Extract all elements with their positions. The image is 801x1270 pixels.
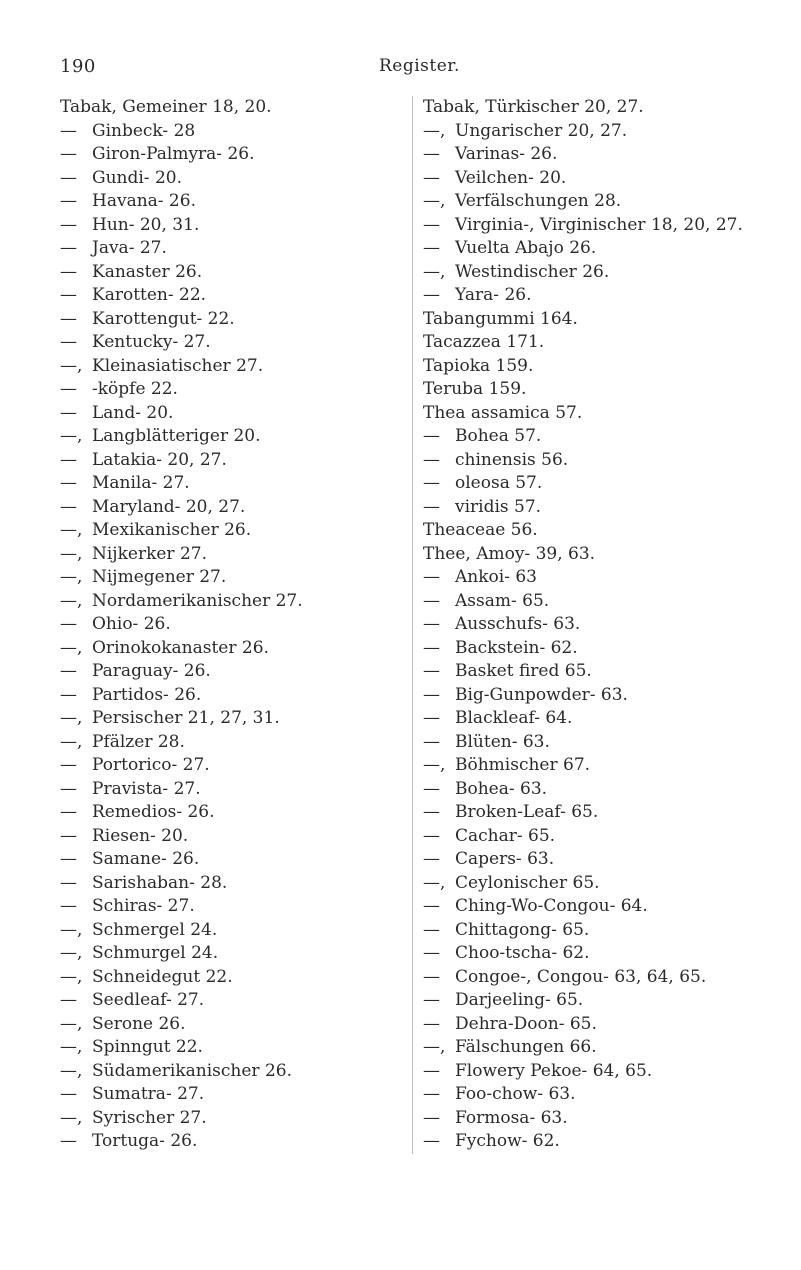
index-entry — [423, 214, 801, 238]
repeat-dash: — — [423, 496, 440, 517]
index-entry-text: Syrischer 27. — [92, 1107, 207, 1128]
index-entry-text: Tacazzea 171. — [423, 332, 545, 352]
index-entry-text: Varinas- 26. — [455, 144, 558, 164]
repeat-dash: — — [423, 731, 440, 752]
index-entry — [60, 331, 405, 355]
index-entry — [423, 543, 801, 567]
repeat-dash: — — [423, 144, 440, 164]
repeat-dash: — — [60, 496, 77, 517]
repeat-dash: — — [60, 167, 77, 188]
index-column-right — [412, 96, 801, 1154]
repeat-dash: —, — [60, 355, 83, 376]
index-entry-text: Ohio- 26. — [92, 614, 171, 634]
index-entry — [60, 731, 405, 755]
repeat-dash: — — [60, 261, 77, 282]
index-entry — [423, 308, 801, 332]
repeat-dash: — — [423, 661, 440, 681]
index-entry-text: Hun- 20, 31. — [92, 214, 200, 235]
repeat-dash: — — [60, 402, 77, 423]
repeat-dash: — — [423, 896, 440, 916]
index-entry-text: Langblätteriger 20. — [92, 426, 261, 446]
index-entry — [423, 684, 801, 708]
index-entry — [60, 378, 405, 402]
repeat-dash: — — [60, 332, 77, 352]
index-entry-text: Seedleaf- 27. — [92, 990, 205, 1010]
repeat-dash: — — [423, 990, 440, 1010]
repeat-dash: — — [60, 285, 77, 305]
index-entry — [423, 190, 801, 214]
index-entry — [423, 472, 801, 496]
index-entry-text: Schiras- 27. — [92, 896, 195, 916]
index-entry-text: Tabak, Türkischer 20, 27. — [423, 97, 644, 117]
index-entry-text: Pravista- 27. — [92, 778, 201, 799]
index-entry-text: Land- 20. — [92, 402, 174, 423]
repeat-dash: —, — [423, 755, 446, 775]
repeat-dash: —, — [60, 966, 83, 987]
index-entry — [423, 989, 801, 1013]
index-entry-text: Nijmegener 27. — [92, 567, 227, 587]
index-entry — [423, 496, 801, 520]
index-entry-text: Südamerikanischer 26. — [92, 1060, 292, 1081]
index-entry-text: Portorico- 27. — [92, 755, 210, 775]
index-entry — [60, 707, 405, 731]
repeat-dash: —, — [60, 919, 83, 940]
index-entry — [60, 96, 405, 120]
repeat-dash: — — [60, 802, 77, 822]
repeat-dash: —, — [60, 943, 83, 963]
repeat-dash: —, — [60, 1037, 83, 1057]
index-entry-text: Tortuga- 26. — [92, 1131, 198, 1151]
index-entry-text: Ungarischer 20, 27. — [455, 120, 628, 141]
index-entry — [423, 1060, 801, 1084]
repeat-dash: — — [423, 426, 440, 446]
index-entry — [423, 919, 801, 943]
index-entry-text: Paraguay- 26. — [92, 661, 211, 681]
repeat-dash: — — [423, 943, 440, 963]
index-entry-text: Westindischer 26. — [455, 261, 610, 282]
index-entry-text: Sumatra- 27. — [92, 1084, 205, 1104]
index-entry-text: Schneidegut 22. — [92, 966, 233, 987]
repeat-dash: — — [423, 825, 440, 846]
index-entry-text: Veilchen- 20. — [455, 167, 567, 188]
repeat-dash: — — [60, 379, 77, 399]
index-entry-text: Persischer 21, 27, 31. — [92, 708, 280, 728]
index-entry — [423, 355, 801, 379]
index-entry-text: Tabangummi 164. — [423, 308, 578, 329]
index-entry — [423, 402, 801, 426]
repeat-dash: —, — [423, 872, 446, 893]
repeat-dash: — — [60, 214, 77, 235]
index-entry — [423, 120, 801, 144]
repeat-dash: — — [60, 778, 77, 799]
index-entry — [423, 284, 801, 308]
index-entry-text: Remedios- 26. — [92, 802, 215, 822]
index-entry — [423, 637, 801, 661]
index-entry-text: Kentucky- 27. — [92, 332, 211, 352]
index-entry-text: Schmurgel 24. — [92, 943, 219, 963]
index-entry-text: Pfälzer 28. — [92, 731, 185, 752]
index-entry — [60, 543, 405, 567]
repeat-dash: — — [60, 1084, 77, 1104]
index-entry — [60, 214, 405, 238]
repeat-dash: — — [423, 167, 440, 188]
repeat-dash: —, — [423, 1037, 446, 1057]
repeat-dash: — — [423, 473, 440, 493]
index-entry-text: Thea assamica 57. — [423, 402, 583, 423]
repeat-dash: — — [60, 849, 77, 869]
page-header — [0, 56, 801, 82]
index-entry — [423, 660, 801, 684]
index-entry — [423, 1013, 801, 1037]
repeat-dash: —, — [60, 708, 83, 728]
index-entry-text: Samane- 26. — [92, 849, 200, 869]
index-entry-text: Giron-Palmyra- 26. — [92, 144, 255, 164]
index-entry-text: Partidos- 26. — [92, 684, 202, 705]
index-entry — [60, 989, 405, 1013]
index-entry-text: Java- 27. — [92, 238, 167, 258]
repeat-dash: —, — [423, 191, 446, 211]
repeat-dash: — — [423, 919, 440, 940]
repeat-dash: — — [60, 473, 77, 493]
repeat-dash: — — [423, 214, 440, 235]
index-entry — [423, 1036, 801, 1060]
index-entry-text: Foo-chow- 63. — [455, 1084, 576, 1104]
index-entry — [423, 425, 801, 449]
index-entry — [60, 1083, 405, 1107]
index-entry — [60, 566, 405, 590]
index-entry-text: Choo-tscha- 62. — [455, 943, 590, 963]
index-entry — [60, 261, 405, 285]
repeat-dash: — — [423, 1013, 440, 1034]
repeat-dash: — — [423, 802, 440, 822]
index-entry — [423, 590, 801, 614]
repeat-dash: — — [60, 755, 77, 775]
index-entry-text: Verfälschungen 28. — [455, 191, 622, 211]
index-entry-text: Ausschufs- 63. — [455, 614, 581, 634]
index-entry — [60, 590, 405, 614]
index-entry-text: Schmergel 24. — [92, 919, 218, 940]
index-entry — [423, 754, 801, 778]
index-entry-text: Karotten- 22. — [92, 285, 207, 305]
repeat-dash: —, — [60, 637, 83, 658]
index-entry — [423, 331, 801, 355]
index-entry — [423, 261, 801, 285]
index-entry — [60, 919, 405, 943]
repeat-dash: — — [423, 449, 440, 470]
page-number: 190 — [60, 56, 96, 77]
index-entry — [60, 1060, 405, 1084]
index-entry — [423, 731, 801, 755]
index-entry — [60, 848, 405, 872]
repeat-dash: — — [60, 144, 77, 164]
index-entry-text: Kanaster 26. — [92, 261, 203, 282]
index-entry — [423, 872, 801, 896]
repeat-dash: — — [423, 1131, 440, 1151]
index-entry — [423, 801, 801, 825]
index-entry-text: Thee, Amoy- 39, 63. — [423, 543, 596, 564]
index-entry-text: Blackleaf- 64. — [455, 708, 573, 728]
repeat-dash: — — [60, 238, 77, 258]
index-entry-text: Assam- 65. — [455, 590, 550, 611]
index-entry-text: Vuelta Abajo 26. — [455, 238, 597, 258]
index-entry-text: Bohea- 63. — [455, 778, 548, 799]
index-entry — [60, 472, 405, 496]
index-entry — [60, 942, 405, 966]
repeat-dash: — — [60, 990, 77, 1010]
repeat-dash: — — [423, 1107, 440, 1128]
index-entry — [60, 167, 405, 191]
index-entry-text: Bohea 57. — [455, 426, 542, 446]
index-entry — [60, 1013, 405, 1037]
repeat-dash: — — [423, 637, 440, 658]
index-entry-text: Darjeeling- 65. — [455, 990, 584, 1010]
index-entry — [423, 449, 801, 473]
repeat-dash: —, — [60, 543, 83, 564]
index-entry-text: Dehra-Doon- 65. — [455, 1013, 597, 1034]
index-entry — [60, 496, 405, 520]
index-entry-text: Sarishaban- 28. — [92, 872, 228, 893]
repeat-dash: — — [423, 238, 440, 258]
index-entry — [423, 966, 801, 990]
index-entry-text: Fälschungen 66. — [455, 1037, 597, 1057]
repeat-dash: —, — [60, 426, 83, 446]
index-entry — [423, 566, 801, 590]
index-entry-text: -köpfe 22. — [92, 379, 178, 399]
index-entry-text: Ceylonischer 65. — [455, 872, 600, 893]
repeat-dash: — — [60, 449, 77, 470]
index-entry-text: Cachar- 65. — [455, 825, 556, 846]
index-entry-text: Tabak, Gemeiner 18, 20. — [60, 97, 272, 117]
index-entry — [423, 378, 801, 402]
index-entry — [60, 120, 405, 144]
index-entry — [423, 848, 801, 872]
index-entry — [423, 942, 801, 966]
index-entry-text: Blüten- 63. — [455, 731, 550, 752]
index-entry — [423, 237, 801, 261]
index-entry — [60, 895, 405, 919]
index-entry-text: Yara- 26. — [455, 285, 532, 305]
index-entry-text: Nordamerikanischer 27. — [92, 590, 303, 611]
index-entry — [423, 1130, 801, 1154]
index-entry-text: viridis 57. — [455, 496, 542, 517]
repeat-dash: —, — [423, 261, 446, 282]
repeat-dash: — — [423, 849, 440, 869]
index-entry-text: chinensis 56. — [455, 449, 569, 470]
repeat-dash: — — [423, 590, 440, 611]
repeat-dash: — — [60, 825, 77, 846]
index-entry-text: Riesen- 20. — [92, 825, 189, 846]
index-entry — [60, 684, 405, 708]
index-entry-text: Teruba 159. — [423, 379, 527, 399]
repeat-dash: — — [423, 1084, 440, 1104]
index-entry — [423, 1083, 801, 1107]
index-entry — [423, 1107, 801, 1131]
index-entry — [423, 96, 801, 120]
repeat-dash: —, — [60, 1107, 83, 1128]
index-entry-text: Karottengut- 22. — [92, 308, 235, 329]
index-entry — [60, 660, 405, 684]
index-entry — [423, 167, 801, 191]
index-entry-text: Ginbeck- 28 — [92, 120, 196, 141]
index-entry-text: Nijkerker 27. — [92, 543, 207, 564]
repeat-dash: —, — [423, 120, 446, 141]
repeat-dash: — — [60, 684, 77, 705]
index-entry-text: Broken-Leaf- 65. — [455, 802, 599, 822]
index-entry-text: Virginia-, Virginischer 18, 20, 27. — [455, 214, 743, 235]
running-title: Register. — [379, 56, 460, 76]
index-entry-text: Ching-Wo-Congou- 64. — [455, 896, 648, 916]
index-entry — [60, 872, 405, 896]
index-entry-text: Backstein- 62. — [455, 637, 578, 658]
repeat-dash: —, — [60, 520, 83, 540]
index-entry — [423, 707, 801, 731]
repeat-dash: —, — [60, 1060, 83, 1081]
index-entry — [60, 402, 405, 426]
repeat-dash: — — [423, 778, 440, 799]
index-entry — [423, 613, 801, 637]
index-entry-text: Gundi- 20. — [92, 167, 182, 188]
index-entry — [423, 778, 801, 802]
index-entry — [60, 1130, 405, 1154]
index-entry — [60, 284, 405, 308]
index-entry — [60, 825, 405, 849]
index-entry — [60, 966, 405, 990]
repeat-dash: — — [60, 1131, 77, 1151]
index-entry — [423, 895, 801, 919]
index-entry-text: Mexikanischer 26. — [92, 520, 252, 540]
repeat-dash: — — [60, 896, 77, 916]
repeat-dash: —, — [60, 1013, 83, 1034]
index-entry-text: Latakia- 20, 27. — [92, 449, 227, 470]
index-entry-text: Maryland- 20, 27. — [92, 496, 246, 517]
index-entry-text: Formosa- 63. — [455, 1107, 568, 1128]
index-entry-text: Ankoi- 63 — [455, 567, 537, 587]
index-entry-text: Manila- 27. — [92, 473, 190, 493]
index-entry-text: Tapioka 159. — [423, 355, 534, 376]
repeat-dash: — — [60, 661, 77, 681]
repeat-dash: —, — [60, 731, 83, 752]
index-entry-text: Capers- 63. — [455, 849, 555, 869]
repeat-dash: — — [60, 872, 77, 893]
index-entry-text: Orinokokanaster 26. — [92, 637, 269, 658]
index-entry-text: Congoe-, Congou- 63, 64, 65. — [455, 966, 707, 987]
index-entry — [60, 308, 405, 332]
index-entry — [60, 637, 405, 661]
repeat-dash: — — [60, 308, 77, 329]
index-entry-text: Serone 26. — [92, 1013, 186, 1034]
index-entry — [423, 143, 801, 167]
index-column-left — [60, 96, 405, 1154]
index-entry-text: Big-Gunpowder- 63. — [455, 684, 628, 705]
index-entry — [60, 355, 405, 379]
index-entry — [60, 1036, 405, 1060]
index-entry — [423, 519, 801, 543]
repeat-dash: — — [423, 708, 440, 728]
repeat-dash: — — [423, 285, 440, 305]
index-entry — [423, 825, 801, 849]
repeat-dash: — — [423, 1060, 440, 1081]
index-entry-text: Spinngut 22. — [92, 1037, 203, 1057]
index-entry — [60, 143, 405, 167]
index-entry — [60, 613, 405, 637]
index-entry — [60, 190, 405, 214]
repeat-dash: — — [60, 191, 77, 211]
index-entry — [60, 754, 405, 778]
repeat-dash: — — [423, 966, 440, 987]
index-entry-text: Basket fired 65. — [455, 661, 592, 681]
index-entry — [60, 449, 405, 473]
index-entry — [60, 1107, 405, 1131]
index-entry-text: Böhmischer 67. — [455, 755, 591, 775]
index-entry-text: Fychow- 62. — [455, 1131, 560, 1151]
repeat-dash: — — [423, 684, 440, 705]
repeat-dash: — — [423, 614, 440, 634]
index-entry-text: Flowery Pekoe- 64, 65. — [455, 1060, 653, 1081]
repeat-dash: —, — [60, 567, 83, 587]
index-entry-text: Chittagong- 65. — [455, 919, 590, 940]
repeat-dash: — — [60, 120, 77, 141]
index-entry — [60, 801, 405, 825]
repeat-dash: —, — [60, 590, 83, 611]
index-entry-text: oleosa 57. — [455, 473, 543, 493]
repeat-dash: — — [423, 567, 440, 587]
index-entry — [60, 237, 405, 261]
index-entry-text: Kleinasiatischer 27. — [92, 355, 264, 376]
index-entry-text: Havana- 26. — [92, 191, 196, 211]
index-entry — [60, 425, 405, 449]
index-entry — [60, 519, 405, 543]
index-entry — [60, 778, 405, 802]
repeat-dash: — — [60, 614, 77, 634]
index-entry-text: Theaceae 56. — [423, 520, 538, 540]
